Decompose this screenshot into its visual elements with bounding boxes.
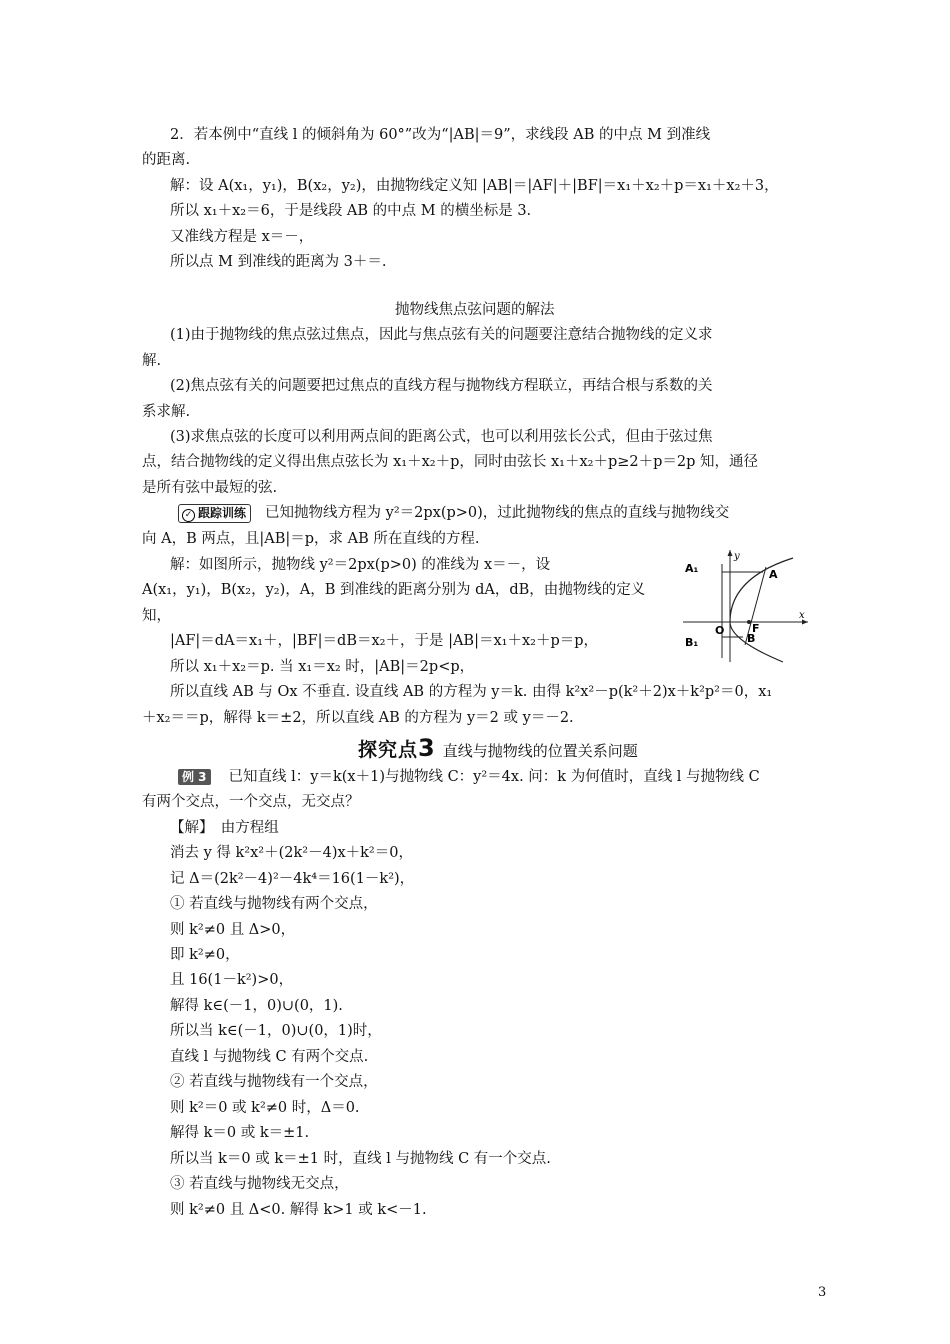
text-line: A(x₁，y₁)，B(x₂，y₂)，A，B 到准线的距离分别为 dA，dB，由抛物线的定义: [142, 582, 646, 598]
text-line: ＋x₂＝＝p，解得 k＝±2，所以直线 AB 的方程为 y＝2 或 y＝－2.: [142, 710, 574, 726]
label-b1: B₁: [685, 636, 699, 649]
check-icon: ✓: [182, 509, 195, 522]
text-line: ② 若直线与抛物线有一个交点，: [170, 1074, 378, 1090]
text-line: (1)由于抛物线的焦点弦过焦点，因此与焦点弦有关的问题要注意结合抛物线的定义求: [170, 327, 713, 343]
example-line: [178, 767, 760, 787]
label-b: B: [747, 632, 756, 645]
text-line: 即 k²≠0，: [170, 947, 240, 963]
text-line: 则 k²≠0 且 Δ>0，: [170, 922, 296, 938]
section-number: 3: [418, 734, 435, 762]
text-line: ③ 若直线与抛物线无交点，: [170, 1176, 349, 1192]
text-line: 所以点 M 到准线的距离为 3＋＝.: [170, 254, 387, 270]
text-line: 系求解.: [142, 404, 191, 420]
section-heading: [358, 734, 638, 762]
text-line: 直线 l 与抛物线 C 有两个交点.: [170, 1049, 369, 1065]
follow-training-text: 已知抛物线方程为 y²＝2px(p>0)，过此抛物线的焦点的直线与抛物线交: [265, 505, 730, 521]
text-line: 所以当 k＝0 或 k＝±1 时，直线 l 与抛物线 C 有一个交点.: [170, 1151, 551, 1167]
text-line: 解：设 A(x₁，y₁)，B(x₂，y₂)，由抛物线定义知 |AB|＝|AF|＋|BF|＝x₁＋x₂＋p＝x₁＋x₂＋3，: [170, 178, 779, 194]
text-line: 解得 k＝0 或 k＝±1.: [170, 1125, 310, 1141]
y-axis-arrow: [728, 550, 733, 556]
text-line: 所以直线 AB 与 Ox 不垂直. 设直线 AB 的方程为 y＝k. 由得 k²x²－p(k²＋2)x＋k²p²＝0，x₁: [170, 684, 773, 700]
example-text: 已知直线 l：y＝k(x＋1)与抛物线 C：y²＝4x. 问：k 为何值时，直线 l 与抛物线 C: [228, 769, 760, 785]
text-line: 则 k²≠0 且 Δ<0. 解得 k>1 或 k<－1.: [170, 1202, 427, 1218]
section-word: 探究点: [358, 739, 419, 761]
label-a1: A₁: [685, 562, 699, 575]
text-line: 又准线方程是 x＝－，: [170, 229, 314, 245]
text-line: 是所有弦中最短的弦.: [142, 480, 278, 496]
text-line: 则 k²＝0 或 k²≠0 时，Δ＝0.: [170, 1100, 360, 1116]
text-line: 解：如图所示，抛物线 y²＝2px(p>0) 的准线为 x＝－，设: [170, 557, 551, 573]
text-line: 所以 x₁＋x₂＝p. 当 x₁＝x₂ 时，|AB|＝2p<p，: [170, 659, 475, 675]
text-line: 2．若本例中“直线 l 的倾斜角为 60°”改为“|AB|＝9”，求线段 AB 的中点 M 到准线: [170, 127, 711, 143]
text-line: 解得 k∈(－1，0)∪(0，1).: [170, 998, 343, 1014]
text-line: 解.: [142, 353, 162, 369]
text-line: (3)求焦点弦的长度可以利用两点间的距离公式，也可以利用弦长公式，但由于弦过焦: [170, 429, 713, 445]
parabola-curve: [730, 558, 793, 662]
text-line: (2)焦点弦有关的问题要把过焦点的直线方程与抛物线方程联立，再结合根与系数的关: [170, 378, 713, 394]
text-line: 所以当 k∈(－1，0)∪(0，1)时，: [170, 1023, 382, 1039]
follow-training-badge: ✓ 跟踪训练: [178, 504, 251, 523]
label-a: A: [769, 568, 778, 581]
text-line: ① 若直线与抛物线有两个交点，: [170, 896, 378, 912]
example-badge: 例 3: [178, 769, 211, 785]
text-line: 记 Δ＝(2k²－4)²－4k⁴＝16(1－k²)，: [170, 871, 415, 887]
text-line: 有两个交点，一个交点，无交点？: [142, 794, 360, 810]
parabola-figure: [683, 550, 813, 665]
label-f: F: [752, 622, 760, 635]
text-line: 消去 y 得 k²x²＋(2k²－4)x＋k²＝0，: [170, 845, 413, 861]
page-number: 3: [818, 1285, 827, 1300]
text-line: 的距离.: [142, 152, 191, 168]
text-line: 向 A，B 两点，且|AB|＝p，求 AB 所在直线的方程.: [142, 531, 480, 547]
focus-point: [747, 620, 751, 624]
section-title: 直线与抛物线的位置关系问题: [442, 742, 638, 760]
label-x: x: [799, 610, 805, 621]
text-line: 【解】 由方程组: [170, 820, 279, 836]
text-line: 且 16(1－k²)>0，: [170, 972, 294, 988]
text-line: 所以 x₁＋x₂＝6，于是线段 AB 的中点 M 的横坐标是 3.: [170, 203, 532, 219]
follow-training-line: [178, 503, 729, 523]
text-line: 点，结合抛物线的定义得出焦点弦长为 x₁＋x₂＋p，同时由弦长 x₁＋x₂＋p≥2＋p＝2p 知，通径: [142, 454, 759, 470]
label-y: y: [734, 551, 740, 562]
text-line: |AF|＝dA＝x₁＋，|BF|＝dB＝x₂＋，于是 |AB|＝x₁＋x₂＋p＝p，: [170, 633, 599, 649]
text-line: 抛物线焦点弦问题的解法: [395, 302, 555, 318]
text-line: 知，: [142, 608, 171, 624]
label-o: O: [715, 624, 725, 637]
